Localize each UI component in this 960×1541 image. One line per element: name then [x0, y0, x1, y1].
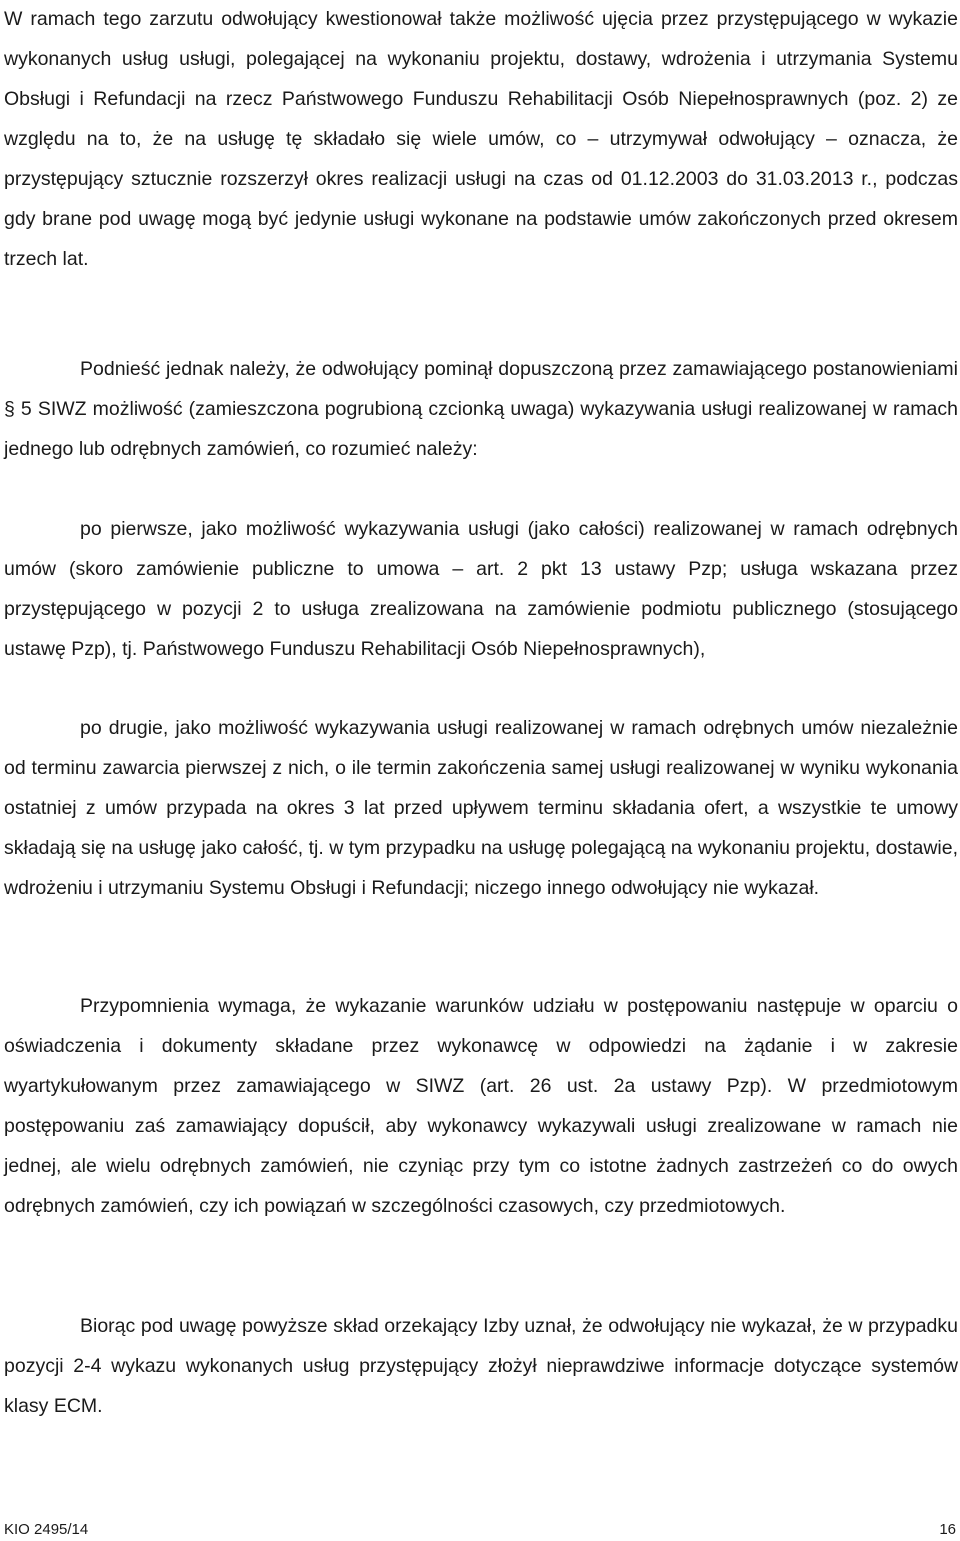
- case-number: KIO 2495/14: [4, 1521, 89, 1538]
- paragraph-5: Przypomnienia wymaga, że wykazanie warunków udziału w postępowaniu następuje w oparciu o oświadczenia i dokumenty składane przez wykonawcę w odpowiedzi na żądanie i w zakresie wyartykułowanym przez zamawiającego w SIWZ (art. 26 ust. 2a ustawy Pzp). W przedmiotowym postępowaniu zaś zamawiający dopuścił, aby wykonawcy wykazywali usługi zrealizowane w ramach nie jednej, ale wielu odrębnych zamówień, nie czyniąc przy tym co istotne żadnych zastrzeżeń co do owych odrębnych zamówień, czy ich powiązań w szczególności czasowych, czy przedmiotowych.: [4, 995, 958, 1217]
- paragraph-4: po drugie, jako możliwość wykazywania usługi realizowanej w ramach odrębnych umów niezależnie od terminu zawarcia pierwszej z nich, o ile termin zakończenia samej usługi realizowanej w wyniku wykonania ostatniej z umów przypada na okres 3 lat przed upływem terminu składania ofert, a wszystkie te umowy składają się na usługę jako całość, tj. w tym przypadku na usługę polegającą na wykonaniu projektu, dostawie, wdrożeniu i utrzymaniu Systemu Obsługi i Refundacji; niczego innego odwołujący nie wykazał.: [4, 717, 958, 899]
- paragraph-6: Biorąc pod uwagę powyższe skład orzekający Izby uznał, że odwołujący nie wykazał, że w przypadku pozycji 2-4 wykazu wykonanych usług przystępujący złożył nieprawdziwe informacje dotyczące systemów klasy ECM.: [4, 1315, 958, 1417]
- page-number: 16: [939, 1521, 956, 1538]
- paragraph-1: W ramach tego zarzutu odwołujący kwestionował także możliwość ujęcia przez przystępującego w wykazie wykonanych usług usługi, polegającej na wykonaniu projektu, dostawy, wdrożenia i utrzymania Systemu Obsługi i Refundacji na rzecz Państwowego Funduszu Rehabilitacji Osób Niepełnosprawnych (poz. 2) ze względu na to, że na usługę tę składało się wiele umów, co – utrzymywał odwołujący – oznacza, że przystępujący sztucznie rozszerzył okres realizacji usługi na czas od 01.12.2003 do 31.03.2013 r., podczas gdy brane pod uwagę mogą być jedynie usługi wykonane na podstawie umów zakończonych przed okresem trzech lat.: [4, 8, 958, 270]
- page-footer: [4, 1521, 956, 1539]
- paragraph-2: Podnieść jednak należy, że odwołujący pominął dopuszczoną przez zamawiającego postanowieniami § 5 SIWZ możliwość (zamieszczona pogrubioną czcionką uwaga) wykazywania usługi realizowanej w ramach jednego lub odrębnych zamówień, co rozumieć należy:: [4, 358, 958, 460]
- paragraph-3: po pierwsze, jako możliwość wykazywania usługi (jako całości) realizowanej w ramach odrębnych umów (skoro zamówienie publiczne to umowa – art. 2 pkt 13 ustawy Pzp; usługa wskazana przez przystępującego w pozycji 2 to usługa zrealizowana na zamówienie podmiotu publicznego (stosującego ustawę Pzp), tj. Państwowego Funduszu Rehabilitacji Osób Niepełnosprawnych),: [4, 518, 958, 660]
